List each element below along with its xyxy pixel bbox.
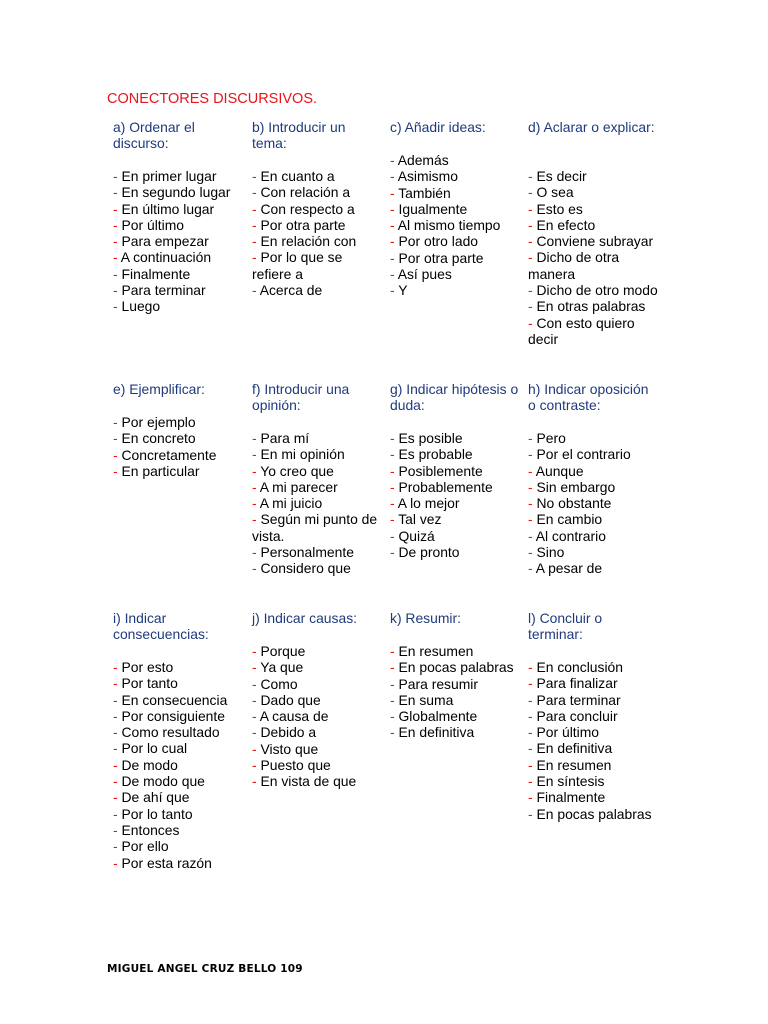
list-item: - En relación con bbox=[252, 233, 357, 250]
list-item: - Posiblemente bbox=[390, 462, 483, 479]
document-title: CONECTORES DISCURSIVOS. bbox=[107, 91, 318, 107]
list-item: - Luego bbox=[113, 298, 161, 315]
list-item: - Por lo cual bbox=[113, 740, 188, 757]
list-item: - Es posible bbox=[390, 430, 463, 446]
list-item: - Por último bbox=[113, 216, 185, 233]
section-heading: c) Añadir ideas: bbox=[390, 119, 486, 135]
list-item: - Debido a bbox=[252, 724, 317, 741]
list-item: - Por lo que se refiere a bbox=[252, 249, 343, 282]
list-item: - En definitiva bbox=[390, 724, 475, 741]
section-causas bbox=[252, 610, 382, 790]
list-item: - De pronto bbox=[390, 544, 460, 561]
section-heading: l) Concluir o terminar: bbox=[528, 610, 603, 643]
section-heading: f) Introducir una opinión: bbox=[252, 381, 350, 414]
section-hipotesis bbox=[390, 381, 520, 560]
list-item: - Finalmente bbox=[528, 789, 606, 806]
list-item: - Asimismo bbox=[390, 168, 458, 185]
list-item: - En pocas palabras bbox=[528, 805, 652, 822]
list-item: - Al mismo tiempo bbox=[390, 217, 501, 234]
list-item: - A lo mejor bbox=[390, 495, 460, 512]
list-item: - Además bbox=[390, 152, 449, 168]
section-aclarar bbox=[528, 119, 658, 347]
list-item: - Esto es bbox=[528, 200, 583, 217]
list-item: - Por esto bbox=[113, 659, 174, 675]
list-item: - En resumen bbox=[528, 756, 612, 773]
section-ordenar bbox=[113, 119, 243, 315]
section-opinion bbox=[252, 381, 382, 577]
list-item: - Por esta razón bbox=[113, 854, 212, 871]
list-item: - Para resumir bbox=[390, 675, 479, 692]
list-item: - Por último bbox=[528, 724, 600, 741]
connector-list bbox=[252, 430, 382, 577]
list-item: - En particular bbox=[113, 462, 200, 479]
list-item: - En definitiva bbox=[528, 740, 613, 757]
connector-list bbox=[252, 168, 380, 298]
list-item: - Yo creo que bbox=[252, 462, 334, 479]
section-ejemplificar bbox=[113, 381, 243, 479]
list-item: - Con relación a bbox=[252, 184, 351, 201]
section-heading: d) Aclarar o explicar: bbox=[528, 119, 655, 135]
list-item: - Para finalizar bbox=[528, 675, 618, 692]
list-item: - O sea bbox=[528, 184, 574, 201]
list-item: - A mi juicio bbox=[252, 495, 323, 512]
section-heading: g) Indicar hipótesis o duda: bbox=[390, 381, 519, 414]
list-item: - Sin embargo bbox=[528, 478, 616, 495]
list-item: - En síntesis bbox=[528, 773, 605, 790]
list-item: - Igualmente bbox=[390, 200, 468, 217]
list-item: - Por otra parte bbox=[252, 216, 346, 233]
connector-list bbox=[113, 659, 243, 871]
section-heading: k) Resumir: bbox=[390, 610, 461, 626]
list-item: - Tal vez bbox=[390, 511, 442, 528]
list-item: - Según mi punto de vista. bbox=[252, 511, 378, 544]
section-heading: a) Ordenar el discurso: bbox=[113, 119, 195, 152]
list-item: - Y bbox=[390, 282, 408, 299]
list-item: - Por ello bbox=[113, 838, 169, 855]
connector-list bbox=[252, 643, 382, 790]
section-heading: i) Indicar consecuencias: bbox=[113, 610, 209, 643]
section-heading: h) Indicar oposición o contraste: bbox=[528, 381, 649, 414]
list-item: - Por consiguiente bbox=[113, 707, 225, 724]
connector-list bbox=[113, 414, 243, 479]
list-item: - En consecuencia bbox=[113, 691, 228, 708]
list-item: - Ya que bbox=[252, 659, 304, 676]
list-item: - Dado que bbox=[252, 691, 321, 708]
list-item: - De ahí que bbox=[113, 789, 190, 806]
list-item: - En conclusión bbox=[528, 659, 623, 675]
list-item: - En efecto bbox=[528, 216, 596, 233]
list-item: - Es probable bbox=[390, 446, 473, 463]
list-item: - Es decir bbox=[528, 168, 587, 184]
list-item: - Sino bbox=[528, 544, 565, 561]
list-item: - De modo bbox=[113, 756, 178, 773]
section-heading: j) Indicar causas: bbox=[252, 610, 357, 626]
list-item: - Como bbox=[252, 675, 298, 692]
list-item: - Probablemente bbox=[390, 478, 493, 495]
list-item: - Para mí bbox=[252, 430, 310, 446]
list-item: - Concretamente bbox=[113, 446, 217, 463]
list-item: - A pesar de bbox=[528, 560, 603, 577]
list-item: - Visto que bbox=[252, 740, 319, 757]
list-item: - Aunque bbox=[528, 462, 584, 479]
list-item: - Entonces bbox=[113, 821, 180, 838]
list-item: - En segundo lugar bbox=[113, 184, 231, 201]
list-item: - No obstante bbox=[528, 495, 612, 512]
section-heading: e) Ejemplificar: bbox=[113, 381, 205, 397]
list-item: - Por el contrario bbox=[528, 446, 631, 463]
list-item: - Por otro lado bbox=[390, 233, 479, 250]
list-item: - En primer lugar bbox=[113, 168, 217, 184]
list-item: - Con respecto a bbox=[252, 200, 355, 217]
list-item: - Por lo tanto bbox=[113, 805, 193, 822]
section-resumir bbox=[390, 610, 520, 741]
connector-list bbox=[528, 430, 658, 577]
list-item: - Personalmente bbox=[252, 544, 354, 561]
list-item: - En resumen bbox=[390, 643, 474, 659]
list-item: - Por otra parte bbox=[390, 249, 484, 266]
section-anadir-ideas bbox=[390, 119, 520, 299]
section-concluir bbox=[528, 610, 658, 822]
section-consecuencias bbox=[113, 610, 243, 871]
list-item: - Al contrario bbox=[528, 527, 606, 544]
list-item: - De modo que bbox=[113, 773, 205, 790]
list-item: - Porque bbox=[252, 643, 306, 659]
list-item: - Puesto que bbox=[252, 757, 331, 774]
section-oposicion bbox=[528, 381, 658, 577]
list-item: - A continuación bbox=[113, 249, 212, 266]
list-item: - En pocas palabras bbox=[390, 659, 514, 676]
list-item: - Así pues bbox=[390, 266, 452, 283]
connector-list bbox=[390, 430, 520, 560]
section-introducir-tema bbox=[252, 119, 380, 298]
list-item: - En cambio bbox=[528, 511, 603, 528]
list-item: - También bbox=[390, 184, 451, 201]
list-item: - Considero que bbox=[252, 560, 351, 577]
list-item: - Conviene subrayar bbox=[528, 233, 654, 250]
connector-list bbox=[528, 168, 658, 347]
connector-list bbox=[390, 152, 520, 299]
list-item: - En otras palabras bbox=[528, 298, 646, 315]
connector-list bbox=[528, 659, 658, 822]
connector-list bbox=[113, 168, 243, 315]
list-item: - A causa de bbox=[252, 708, 329, 725]
list-item: - En suma bbox=[390, 691, 454, 708]
list-item: - Dicho de otro modo bbox=[528, 282, 658, 299]
list-item: - Para concluir bbox=[528, 707, 618, 724]
list-item: - Quizá bbox=[390, 527, 435, 544]
list-item: - Como resultado bbox=[113, 724, 220, 741]
list-item: - Acerca de bbox=[252, 282, 323, 299]
list-item: - En vista de que bbox=[252, 773, 357, 790]
list-item: - En cuanto a bbox=[252, 168, 335, 184]
list-item: - En último lugar bbox=[113, 200, 215, 217]
list-item: - Dicho de otra manera bbox=[528, 249, 620, 282]
author-footer: MIGUEL ANGEL CRUZ BELLO 109 bbox=[107, 963, 303, 975]
list-item: - En concreto bbox=[113, 430, 196, 447]
section-heading: b) Introducir un tema: bbox=[252, 119, 346, 152]
list-item: - A mi parecer bbox=[252, 478, 338, 495]
list-item: - Globalmente bbox=[390, 708, 478, 725]
list-item: - Para terminar bbox=[113, 282, 206, 299]
list-item: - Para terminar bbox=[528, 691, 621, 708]
list-item: - Para empezar bbox=[113, 233, 209, 250]
list-item: - Por tanto bbox=[113, 675, 178, 692]
connector-list bbox=[390, 643, 520, 741]
list-item: - Con esto quiero decir bbox=[528, 314, 635, 347]
list-item: - Por ejemplo bbox=[113, 414, 196, 430]
list-item: - En mi opinión bbox=[252, 446, 345, 463]
list-item: - Pero bbox=[528, 430, 566, 446]
list-item: - Finalmente bbox=[113, 265, 191, 282]
